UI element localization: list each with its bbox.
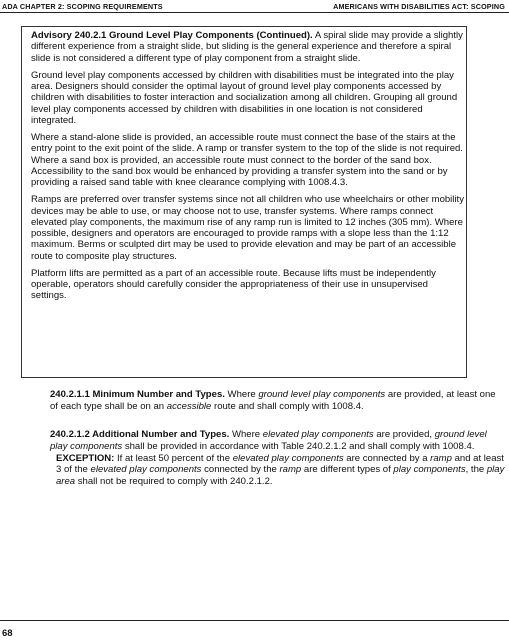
section-240-2-1-1-heading: 240.2.1.1 Minimum Number and Types.	[50, 389, 225, 400]
defined-term: ground level play components	[50, 429, 487, 452]
advisory-paragraph-2: Ground level play components accessed by children with disabilities must be integrated into the play area. Designers should consider the optimal layout of ground level play components accessed by children with disabilities to foster interaction and socialization among all children. Grouping all ground level play components accessed by children with disabilities in one location is not considered integrated.	[31, 69, 458, 126]
text-run: Where	[229, 429, 263, 440]
defined-term: play area	[56, 464, 505, 488]
defined-term: play components	[393, 464, 466, 476]
defined-term: elevated play components	[262, 429, 374, 440]
header-chapter: ADA CHAPTER 2: SCOPING REQUIREMENTS	[2, 2, 163, 11]
text-run: and at least 3 of the	[56, 452, 504, 476]
defined-term: accessible	[166, 400, 212, 412]
text-run: route and shall comply with 1008.4.	[211, 400, 364, 412]
text-run: are provided, at least one of each type shall be on an	[50, 389, 496, 412]
section-240-2-1-2-heading: 240.2.1.2 Additional Number and Types.	[50, 429, 230, 440]
defined-term: elevated play components	[232, 452, 344, 464]
advisory-paragraph-5: Platform lifts are permitted as a part of an accessible route. Because lifts must be independently operable, operators should carefully consider the appropriateness of their use in unsupervised settings.	[31, 267, 436, 302]
advisory-box	[21, 26, 467, 378]
header-divider	[0, 12, 509, 13]
advisory-paragraph-4: Ramps are preferred over transfer systems since not all children who use wheelchairs or other mobility devices may be able to use, or may choose not to use, transfer systems. Where ramps connect elevated play components, the maximum rise of any ramp run is limited to 12 inches (305 mm). Where possible, designers and operators are encouraged to provide ramps with a slope less than the 1:12 maximum. Berms or sculpted dirt may be used to provide elevation and may be part of an accessible route to composite play structures.	[31, 194, 464, 262]
advisory-p1-text: A spiral slide may provide a slightly different experience from a straight slide, but sliding is the general experience and therefore a spiral slide is not considered a different type of play component from a straight slide.	[31, 30, 463, 64]
text-run: connected by the	[201, 464, 280, 476]
exception-label: EXCEPTION:	[56, 452, 115, 464]
advisory-paragraph-3: Where a stand-alone slide is provided, an accessible route must connect the base of the stairs at the entry point to the exit point of the slide. A ramp or transfer system to the top of the slide is not required. Where a sand box is provided, an accessible route must connect to the border of the sand box. Accessibility to the sand box would be enhanced by providing a transfer system into the sand or by providing a raised sand table with knee clearance complying with 1008.4.3.	[31, 132, 463, 188]
defined-term: ramp	[279, 464, 302, 476]
header-title: AMERICANS WITH DISABILITIES ACT: SCOPING	[333, 2, 505, 11]
exception-paragraph	[56, 453, 505, 488]
text-run: are provided,	[373, 429, 435, 440]
text-run: shall not be required to comply with 240.2.1.2.	[75, 476, 273, 488]
text-run: , the	[465, 464, 487, 476]
page-number: 68	[2, 628, 13, 639]
text-run: are different types of	[301, 464, 394, 476]
section-240-2-1-1-text	[50, 389, 505, 413]
text-run: are connected by a	[343, 452, 431, 464]
section-240-2-1-2	[50, 429, 505, 488]
advisory-title: Advisory 240.2.1 Ground Level Play Components (Continued).	[31, 30, 313, 41]
text-run: shall be provided in accordance with Table 240.2.1.2 and shall comply with 1008.4.	[122, 440, 475, 452]
section-240-2-1-1	[50, 389, 505, 413]
text-run: Where	[224, 389, 259, 400]
defined-term: ramp	[430, 452, 452, 464]
defined-term: elevated play components	[90, 464, 202, 476]
text-run: If at least 50 percent of the	[114, 452, 233, 464]
footer-divider	[0, 620, 509, 621]
section-240-2-1-2-text	[50, 429, 505, 453]
defined-term: ground level play components	[258, 389, 386, 400]
advisory-paragraph-1	[31, 30, 466, 64]
